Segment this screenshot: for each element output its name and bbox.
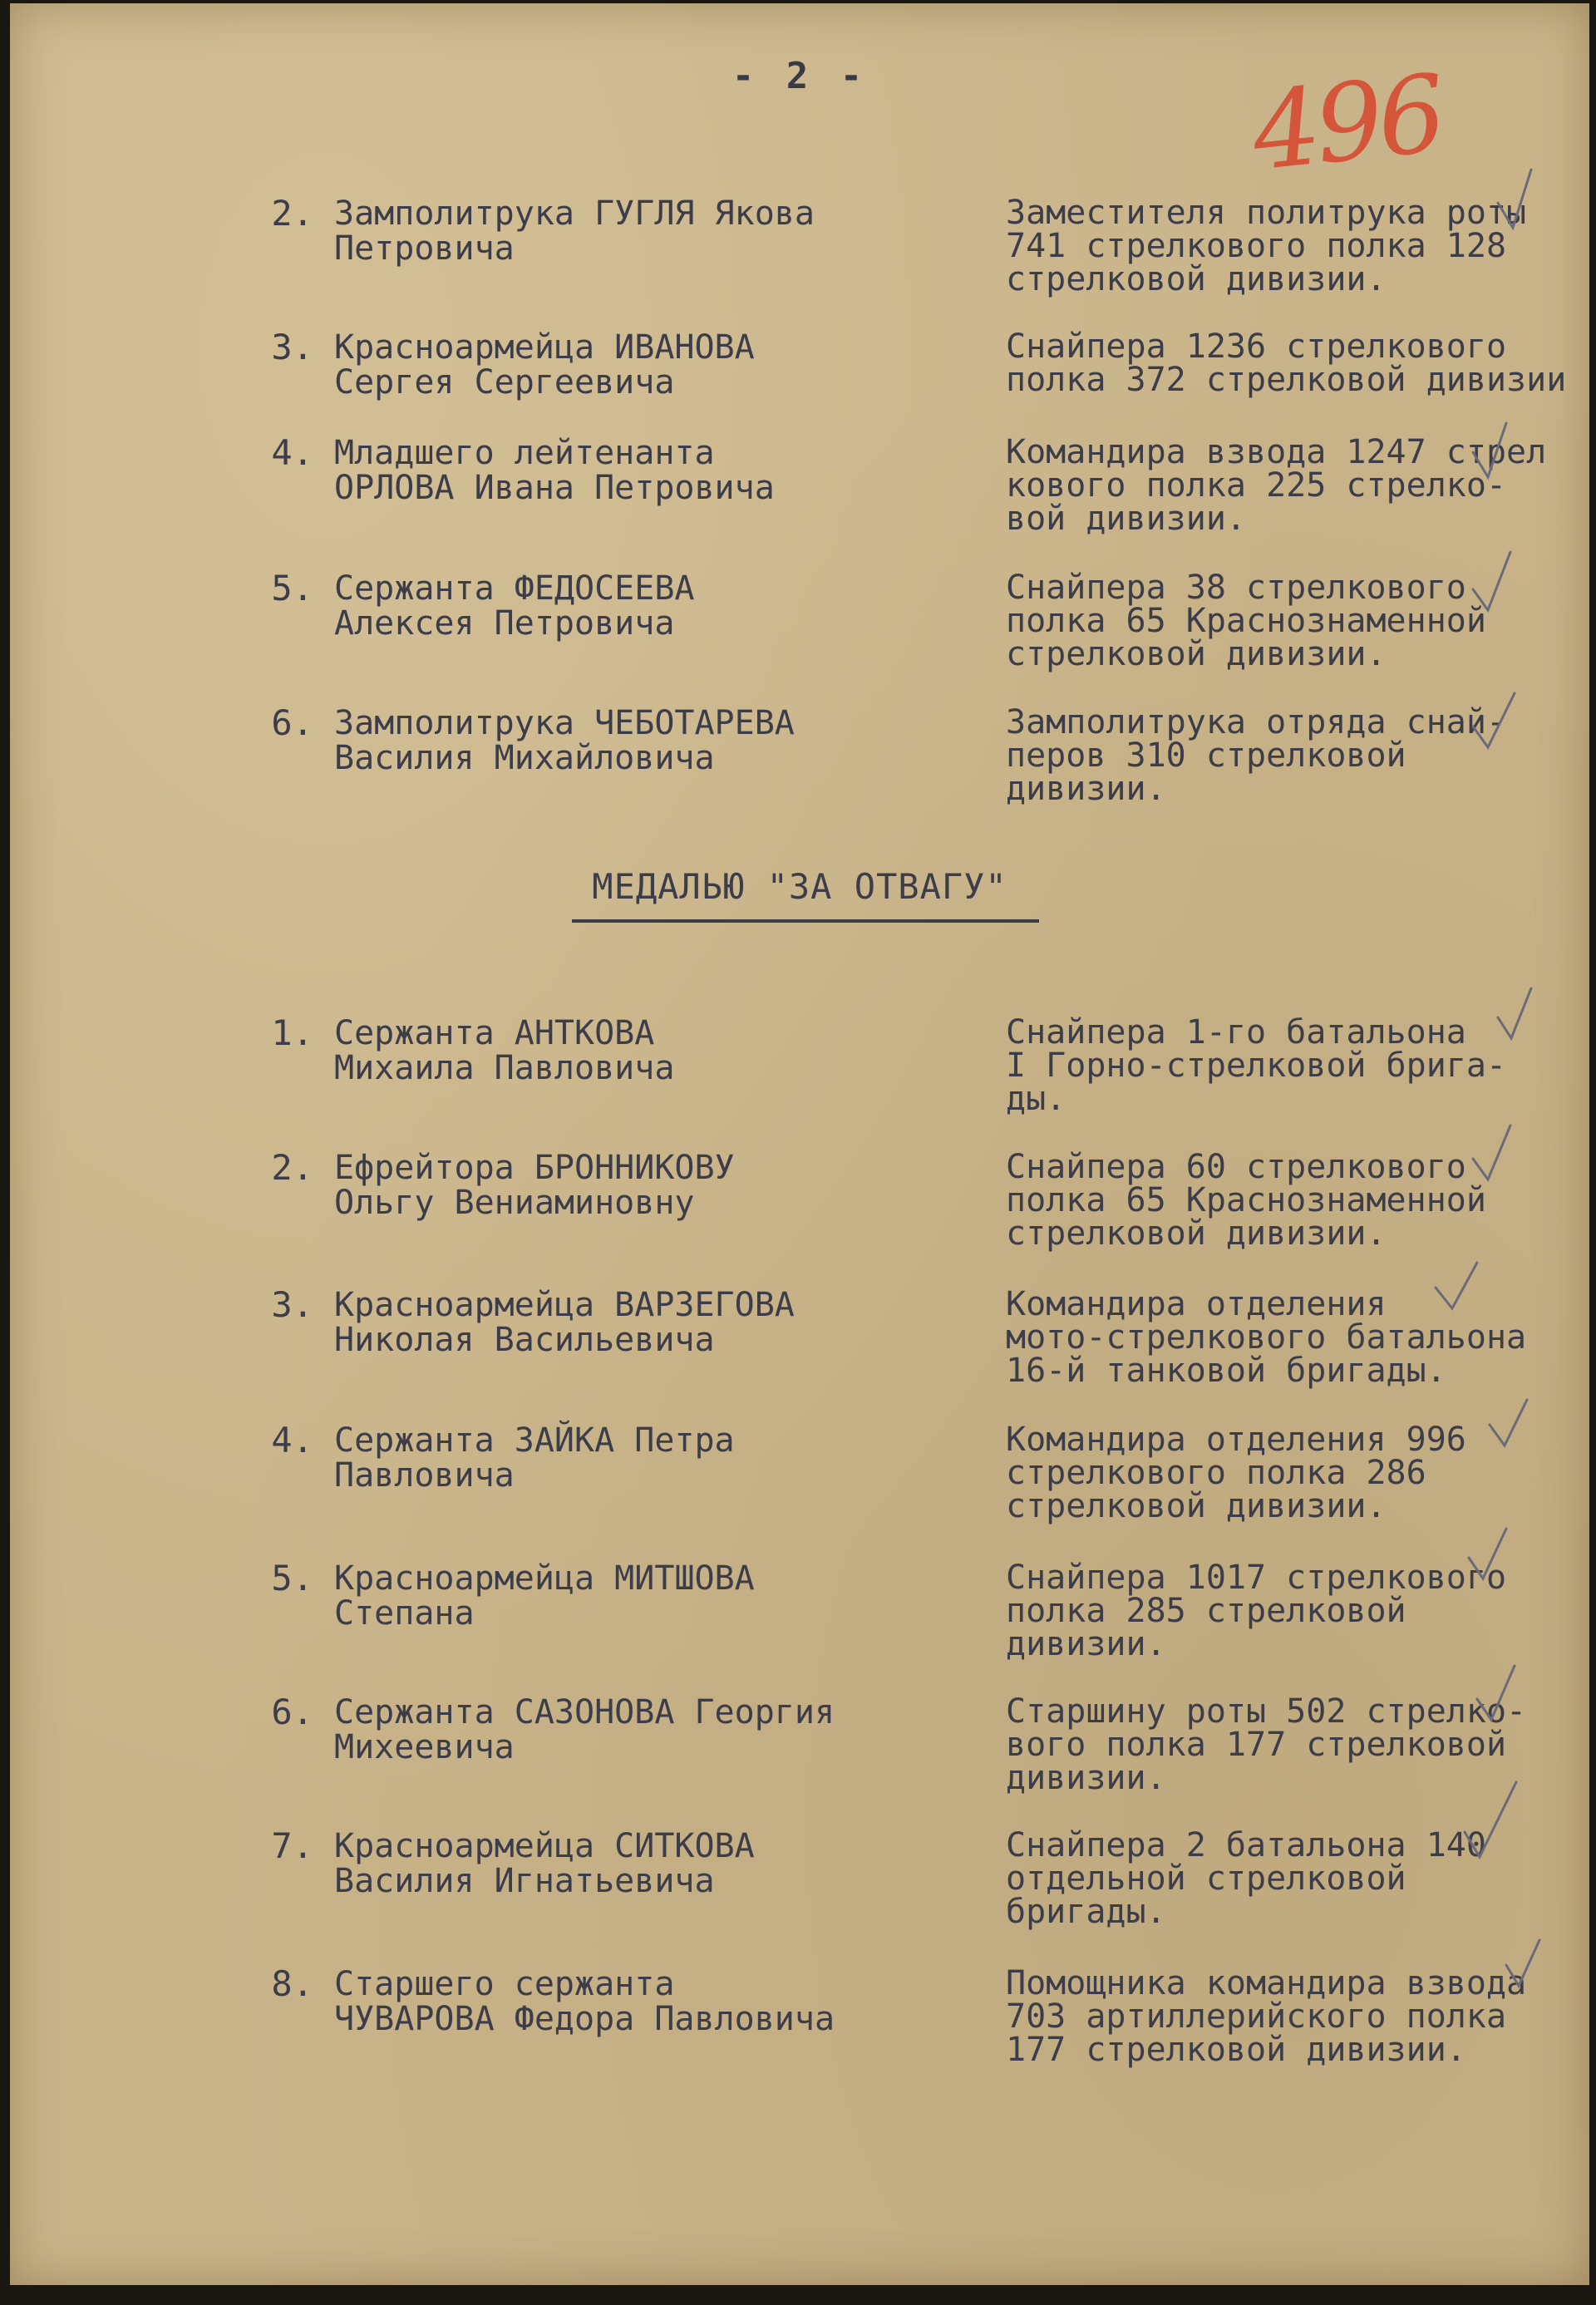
- recipient-name: Младшего лейтенанта ОРЛОВА Ивана Петровича: [334, 434, 775, 507]
- recipient-unit: Снайпера 1236 стрелкового полка 372 стрелковой дивизии: [1006, 328, 1567, 399]
- check-mark-icon: [1436, 1263, 1477, 1308]
- recipient-unit: Заместителя политрука роты 741 стрелкового полка 128 стрелковой дивизии.: [1006, 194, 1527, 298]
- entry-number: 4.: [271, 432, 313, 473]
- document-page: [10, 3, 1589, 2285]
- check-mark-icon: [1498, 170, 1531, 228]
- entry-number: 6.: [271, 702, 313, 743]
- entry-number: 5.: [271, 1558, 313, 1598]
- check-mark-icon: [1498, 988, 1531, 1038]
- entry-number: 2.: [271, 1147, 313, 1188]
- recipient-unit: Старшину роты 502 стрелко- вого полка 177 стрелковой дивизии.: [1006, 1692, 1527, 1797]
- recipient-unit: Командира отделения 996 стрелкового полка 286 стрелковой дивизии.: [1006, 1421, 1466, 1525]
- page-number: - 2 -: [732, 55, 868, 97]
- medal-heading: МЕДАЛЬЮ "ЗА ОТВАГУ": [592, 866, 1007, 907]
- entry-number: 5.: [271, 568, 313, 608]
- recipient-name: Сержанта ЗАЙКА Петра Павловича: [334, 1421, 735, 1495]
- recipient-unit: Командира отделения мото-стрелкового батальона 16-й танковой бригады.: [1006, 1285, 1527, 1390]
- check-mark-icon: [1465, 1782, 1516, 1857]
- entry-number: 6.: [271, 1692, 313, 1732]
- recipient-name: Сержанта ФЕДОСЕЕВА Алексея Петровича: [334, 569, 695, 643]
- recipient-unit: Замполитрука отряда снай- перов 310 стрелковой дивизии.: [1006, 703, 1507, 808]
- recipient-unit: Снайпера 2 батальона 140 отдельной стрелковой бригады.: [1006, 1826, 1486, 1931]
- recipient-unit: Снайпера 38 стрелкового полка 65 Краснознаменной стрелковой дивизии.: [1006, 569, 1486, 673]
- recipient-name: Красноармейца СИТКОВА Василия Игнатьевича: [334, 1827, 755, 1900]
- recipient-name: Красноармейца ИВАНОВА Сергея Сергеевича: [334, 328, 755, 401]
- check-mark-icon: [1477, 1666, 1515, 1720]
- pencil-check-marks: [10, 3, 1589, 2285]
- recipient-name: Замполитрука ГУГЛЯ Якова Петровича: [334, 195, 815, 268]
- archive-number-handwritten: 496: [1246, 52, 1447, 195]
- check-mark-icon: [1469, 1529, 1506, 1579]
- recipient-name: Замполитрука ЧЕБОТАРЕВА Василия Михайловича: [334, 704, 795, 777]
- check-mark-icon: [1473, 552, 1510, 610]
- recipient-unit: Снайпера 1017 стрелкового полка 285 стрелковой дивизии.: [1006, 1559, 1507, 1663]
- entry-number: 1.: [271, 1012, 313, 1053]
- recipient-name: Ефрейтора БРОННИКОВУ Ольгу Вениаминовну: [334, 1149, 735, 1222]
- recipient-name: Сержанта САЗОНОВА Георгия Михеевича: [334, 1693, 835, 1766]
- entry-number: 4.: [271, 1420, 313, 1460]
- recipient-unit: Снайпера 1-го батальона I Горно-стрелковой брига- ды.: [1006, 1013, 1507, 1118]
- recipient-unit: Командира взвода 1247 стрел кового полка 225 стрелко- вой дивизии.: [1006, 433, 1547, 538]
- check-mark-icon: [1490, 1400, 1527, 1446]
- check-mark-icon: [1506, 1940, 1539, 1986]
- recipient-unit: Снайпера 60 стрелкового полка 65 Краснознаменной стрелковой дивизии.: [1006, 1148, 1486, 1253]
- entry-number: 8.: [271, 1963, 313, 2004]
- entry-number: 3.: [271, 1284, 313, 1325]
- recipient-unit: Помощника командира взвода 703 артиллерийского полка 177 стрелковой дивизии.: [1006, 1964, 1527, 2069]
- entry-number: 3.: [271, 327, 313, 367]
- check-mark-icon: [1473, 1125, 1510, 1180]
- recipient-name: Сержанта АНТКОВА Михаила Павловича: [334, 1014, 675, 1087]
- entry-number: 2.: [271, 193, 313, 234]
- recipient-name: Красноармейца ВАРЗЕГОВА Николая Васильевича: [334, 1286, 795, 1359]
- check-mark-icon: [1473, 693, 1515, 747]
- recipient-name: Красноармейца МИТШОВА Степана: [334, 1559, 755, 1633]
- entry-number: 7.: [271, 1825, 313, 1866]
- check-mark-icon: [1473, 423, 1506, 477]
- recipient-name: Старшего сержанта ЧУВАРОВА Федора Павловича: [334, 1965, 835, 2038]
